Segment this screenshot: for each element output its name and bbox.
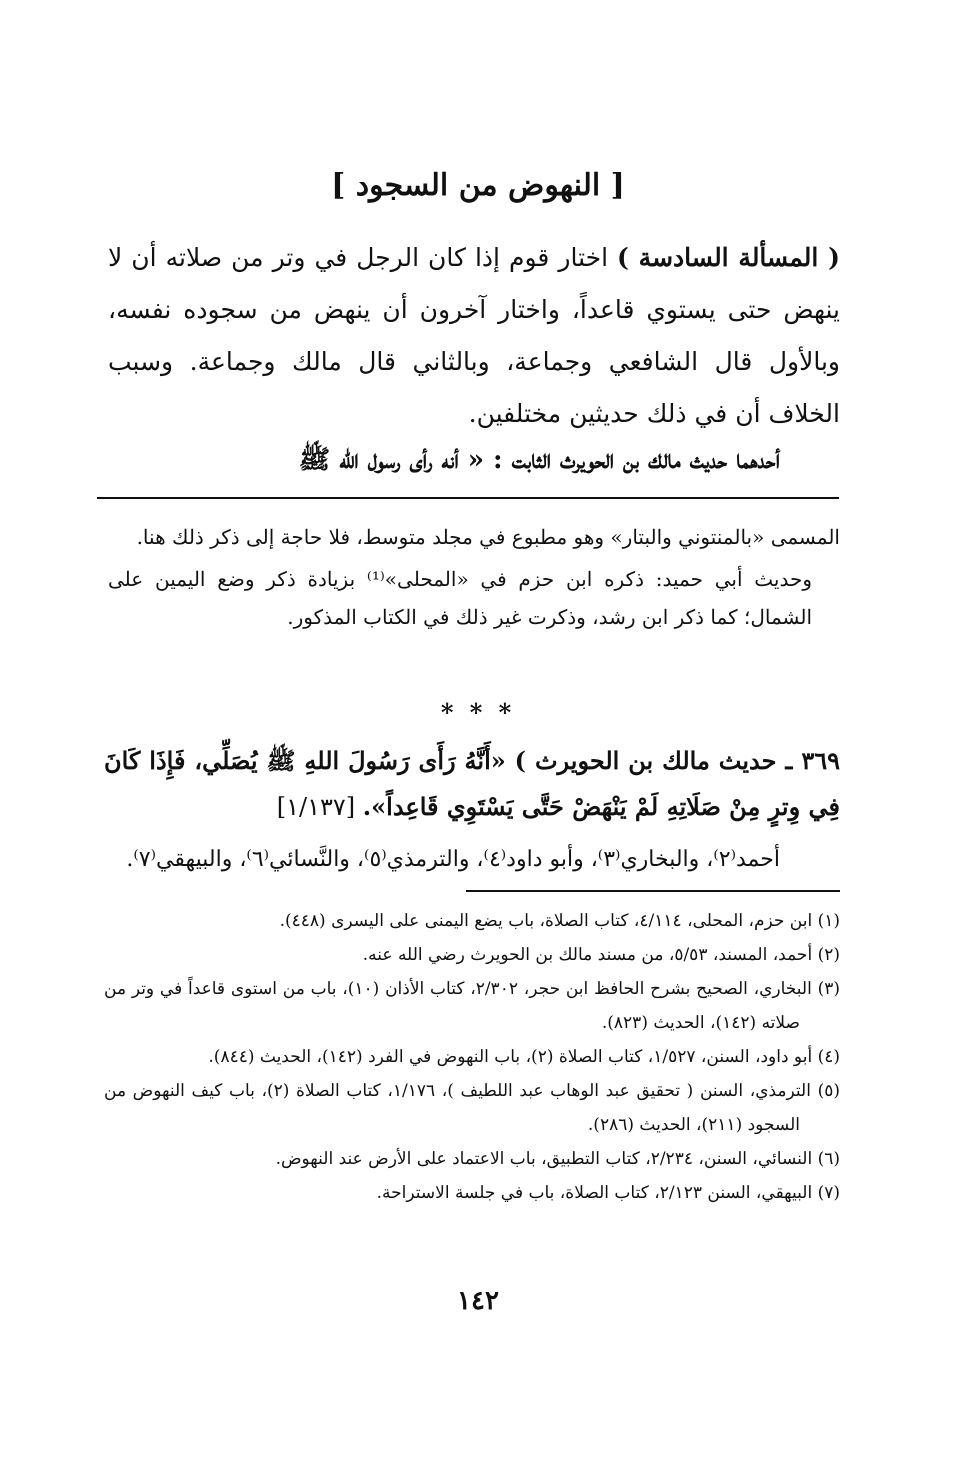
footnote-text: البيهقي، السنن ٢/١٢٣، كتاب الصلاة، باب في جلسة الاستراحة.: [376, 1183, 813, 1203]
hadith-reference: [١/١٣٧]: [276, 793, 363, 821]
footnotes: [104, 904, 840, 1210]
commentary-paragraph: المسمى «بالمنتوني والبتار» وهو مطبوع في مجلد متوسط، فلا حاجة إلى ذكر ذلك هنا.: [136, 525, 840, 549]
text-divider: [97, 497, 839, 499]
intro-text: اختار قوم إذا كان الرجل في وتر من صلاته أن لا ينهض حتى يستوي قاعداً، واختار آخرون أن ينهض من سجوده نفسه، وبالأول قال الشافعي وجماعة، وبالثاني قال مالك وجماعة. وسبب الخلاف أن في ذلك حديثين مختلفين.: [108, 243, 841, 428]
footnote-item: [104, 1176, 840, 1210]
footnote-text: ابن حزم، المحلى، ٤/١١٤، كتاب الصلاة، باب يضع اليمنى على اليسرى (٤٤٨).: [279, 911, 813, 931]
hadith-369: [104, 738, 840, 830]
footnote-item: [104, 1074, 840, 1142]
footnote-divider: [466, 890, 840, 892]
sources-line: أحمد⁽٢⁾، والبخاري⁽٣⁾، وأبو داود⁽٤⁾، والترمذي⁽٥⁾، والنَّسائي⁽٦⁾، والبيهقي⁽٧⁾.: [126, 847, 780, 872]
footnote-number: (٦): [817, 1149, 840, 1169]
intro-paragraph: [108, 232, 840, 440]
commentary-notes: [108, 518, 840, 640]
section-separator: * * *: [440, 698, 516, 727]
footnote-text: أحمد، المسند، ٥/٥٣، من مسند مالك بن الحويرث رضي الله عنه.: [362, 945, 813, 965]
footnote-number: (٧): [817, 1183, 840, 1203]
commentary-paragraph: وحديث أبي حميد: ذكره ابن حزم في «المحلى»⁽¹⁾ بزيادة ذكر وضع اليمين على الشمال؛ كما ذكر ابن رشد، وذكرت غير ذلك في الكتاب المذكور.: [108, 567, 812, 629]
footnote-text: البخاري، الصحيح بشرح الحافظ ابن حجر، ٢/٣٠٢، كتاب الأذان (١٠)، باب من استوى قاعداً في وتر من صلاته (١٤٢)، الحديث (٨٢٣).: [104, 979, 812, 1033]
footnote-item: [104, 1142, 840, 1176]
hadith-intro-line: أحدهما حديث مالك بن الحويرث الثابت : « أنه رأى رسول الله ﷺ: [298, 445, 780, 475]
issue-label: ( المسألة السادسة ): [617, 243, 840, 272]
footnote-number: (١): [817, 911, 840, 931]
footnote-number: (٢): [817, 945, 840, 965]
footnote-text: أبو داود، السنن، ١/٥٢٧، كتاب الصلاة (٢)، باب النهوض في الفرد (١٤٢)، الحديث (٨٤٤).: [208, 1047, 813, 1067]
hadith-text: ٣٦٩ ـ حديث مالك بن الحويرث ) «أَنَّهُ رَأَى رَسُولَ اللهِ ﷺ يُصَلِّي، فَإِذَا كَانَ فِي وِترٍ مِنْ صَلَاتِهِ لَمْ يَنْهَضْ حَتَّى يَسْتَوِي قَاعِداً».: [104, 746, 840, 821]
page-number: ١٤٢: [457, 1286, 499, 1316]
footnote-number: (٥): [817, 1081, 841, 1101]
footnote-text: النسائي، السنن، ٢/٢٣٤، كتاب التطبيق، باب الاعتماد على الأرض عند النهوض.: [275, 1149, 813, 1169]
footnote-item: [104, 972, 840, 1040]
section-title: [ النهوض من السجود ]: [331, 168, 625, 203]
footnote-number: (٤): [817, 1047, 840, 1067]
footnote-item: [104, 904, 840, 938]
footnote-number: (٣): [817, 979, 841, 999]
footnote-item: [104, 938, 840, 972]
footnote-item: [104, 1040, 840, 1074]
footnote-text: الترمذي، السنن ( تحقيق عبد الوهاب عبد اللطيف )، ١/١٧٦، كتاب الصلاة (٢)، باب كيف النهوض من السجود (٢١١)، الحديث (٢٨٦).: [104, 1081, 811, 1135]
